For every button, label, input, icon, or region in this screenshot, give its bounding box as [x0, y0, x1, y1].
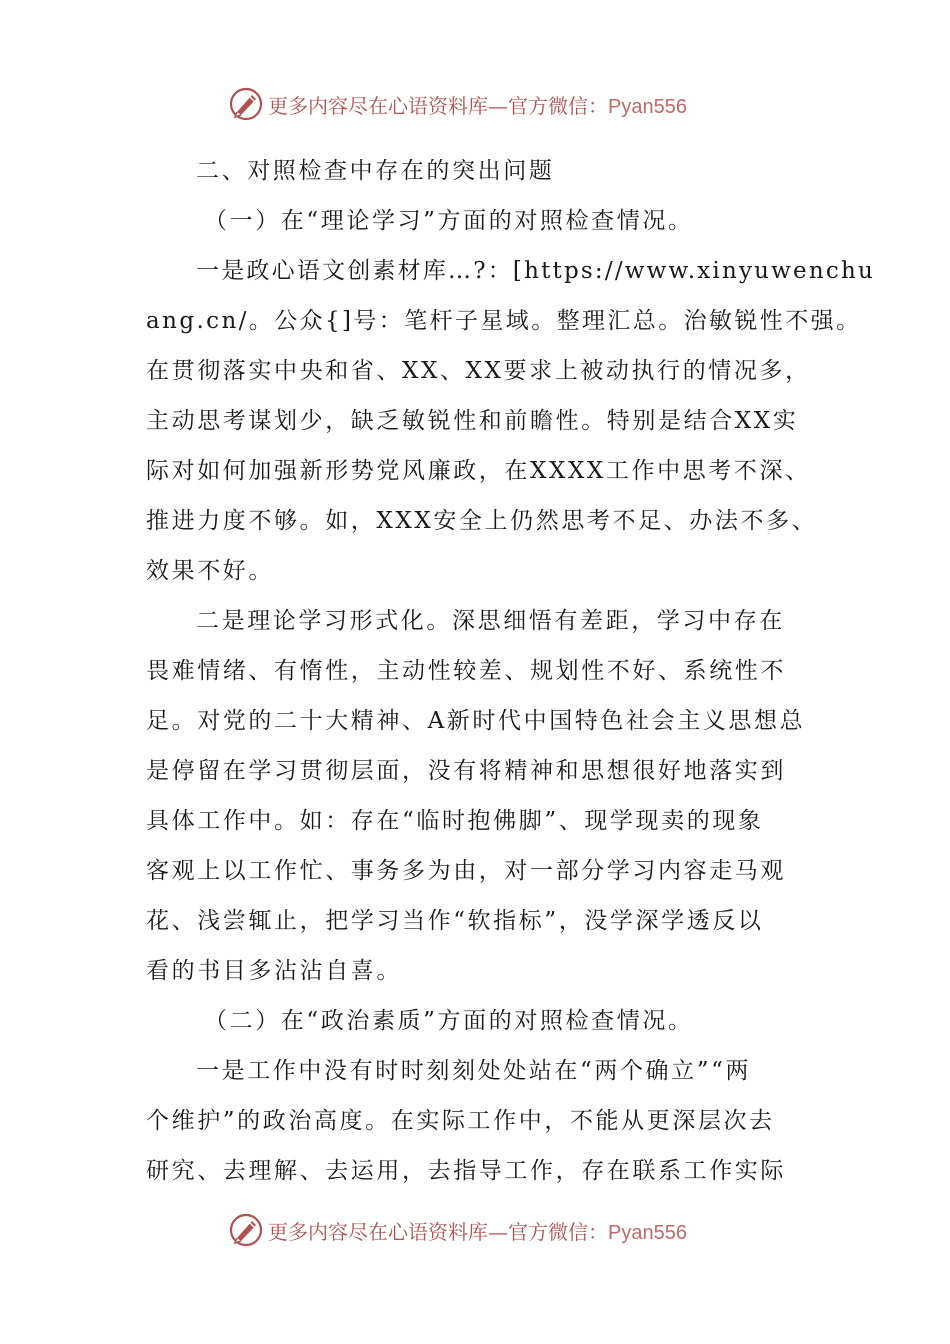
paragraph-line: 一是政心语文创素材库…?：[https://www.xinyuwenchu — [196, 258, 875, 284]
paragraph-line: 效果不好。 — [146, 558, 274, 584]
paragraph-line: 具体工作中。如：存在“临时抱佛脚”、现学现卖的现象 — [146, 808, 764, 834]
pen-logo-icon — [228, 86, 264, 122]
paragraph-line: 在贯彻落实中央和省、XX、XX要求上被动执行的情况多， — [146, 358, 811, 384]
paragraph-line: 是停留在学习贯彻层面，没有将精神和思想很好地落实到 — [146, 758, 786, 784]
watermark-footer — [228, 1210, 687, 1250]
paragraph-line: 主动思考谋划少，缺乏敏锐性和前瞻性。特别是结合XX实 — [146, 408, 799, 434]
paragraph-line: 畏难情绪、有惰性，主动性较差、规划性不好、系统性不 — [146, 658, 786, 684]
watermark-id: Pyan556 — [608, 1221, 687, 1244]
paragraph-line: 研究、去理解、去运用，去指导工作，存在联系工作实际 — [146, 1158, 786, 1184]
paragraph-line: 一是工作中没有时时刻刻处处站在“两个确立”“两 — [196, 1058, 752, 1084]
paragraph-line: ang.cn/。公众{]号：笔杆子星域。整理汇总。治敏锐性不强。 — [146, 308, 862, 334]
paragraph-line: 二是理论学习形式化。深思细悟有差距，学习中存在 — [196, 608, 785, 634]
watermark-header — [228, 84, 687, 124]
subsection-heading: （二）在“政治素质”方面的对照检查情况。 — [204, 1008, 694, 1034]
paragraph-line: 推进力度不够。如，XXX安全上仍然思考不足、办法不多、 — [146, 508, 818, 534]
watermark-id: Pyan556 — [608, 95, 687, 118]
paragraph-line: 足。对党的二十大精神、A新时代中国特色社会主义思想总 — [146, 708, 806, 734]
paragraph-line: 客观上以工作忙、事务多为由，对一部分学习内容走马观 — [146, 858, 786, 884]
paragraph-line: 看的书目多沾沾自喜。 — [146, 958, 402, 984]
paragraph-line: 个维护”的政治高度。在实际工作中，不能从更深层次去 — [146, 1108, 775, 1134]
subsection-heading: （一）在“理论学习”方面的对照检查情况。 — [204, 208, 694, 234]
watermark-text: 更多内容尽在心语资料库—官方微信：Pyan556 — [268, 93, 687, 118]
section-heading: 二、对照检查中存在的突出问题 — [196, 158, 555, 184]
paragraph-line: 花、浅尝辄止，把学习当作“软指标”，没学深学透反以 — [146, 908, 764, 934]
document-body — [146, 146, 875, 1196]
paragraph-line: 际对如何加强新形势党风廉政，在XXXX工作中思考不深、 — [146, 458, 811, 484]
pen-logo-icon — [228, 1212, 264, 1248]
watermark-text: 更多内容尽在心语资料库—官方微信：Pyan556 — [268, 1219, 687, 1244]
